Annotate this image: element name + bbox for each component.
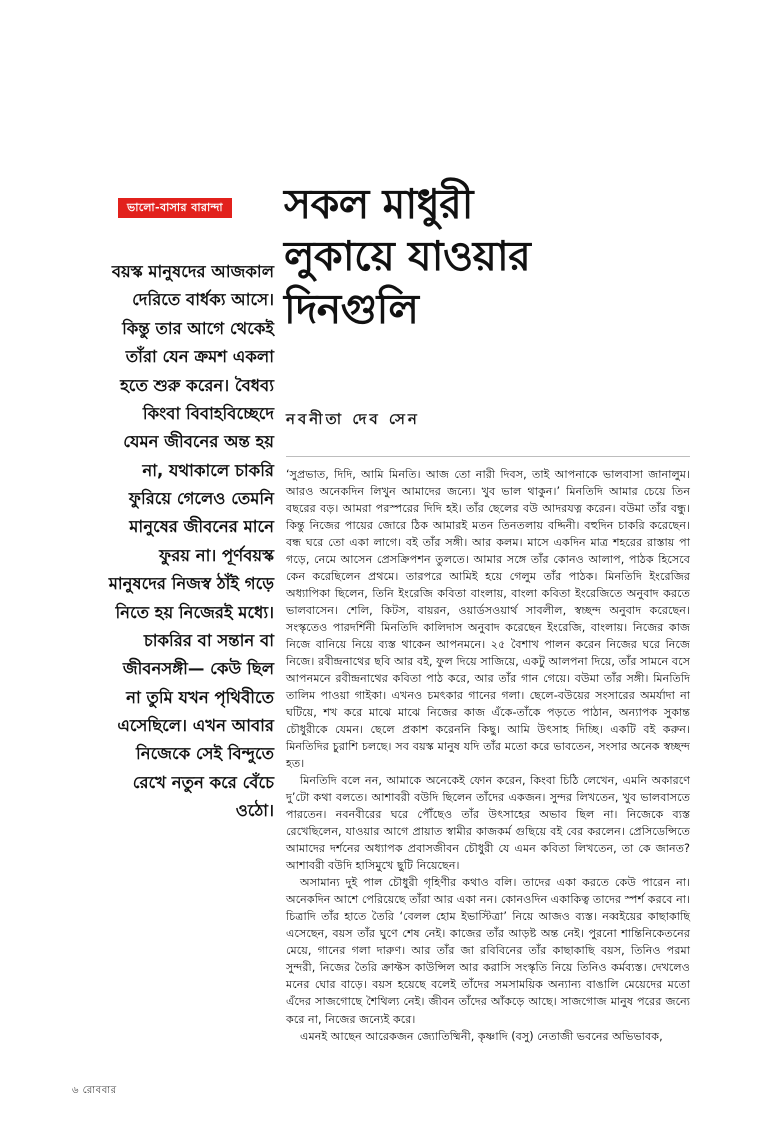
- body-paragraph: ‘সুপ্রভাত, দিদি, আমি মিনতি। আজ তো নারী দিবস, তাই আপনাকে ভালবাসা জানালুম। আরও অনেকদিন লিখুন আমাদের জন্যে। খুব ভাল থাকুন।’ মিনতিদি আমার চেয়ে তিন বছরের বড়। আমরা পরস্পরের দিদি হই। তাঁর ছেলের বউ আদরযত্ন করেন। বউমা তাঁর বন্ধু। কিন্তু নিজের পায়ের জোরে ঠিক আমারই মতন তিনতলায় বদ্দিনী। বহুদিন চাকরি করেছেন। বন্ধ ঘরে তো একা লাগে। বই তাঁর সঙ্গী। আর কলম। মাসে একদিন মাত্র শহরের রাস্তায় পা গড়ে, নেমে আসেন প্রেসক্রিপশন তুলতে। আমার সঙ্গে তাঁর কোনও আলাপ, পাঠক হিসেবে কেন করেছিলেন প্রথমে। তারপরে আমিই হয়ে গেলুম তাঁর পাঠক। মিনতিদি ইংরেজির অধ্যাপিকা ছিলেন, তিনি ইংরেজি কবিতা বাংলায়, বাংলা কবিতা ইংরেজিতে অনুবাদ করতে ভালবাসেন। শেলি, কিটস, বায়রন, ওয়ার্ডসওয়ার্থ সাবলীল, স্বচ্ছন্দ অনুবাদ করেছেন। সংস্কৃতেও পারদর্শিনী মিনতিদি কালিদাস অনুবাদ করেছেন ইংরেজি, বাংলায়। নিজের কাজ নিজে বানিয়ে নিয়ে ব্যস্ত থাকেন আপনমনে। ২৫ বৈশাখ পালন করেন নিজের ঘরে নিজে নিজে। রবীন্দ্রনাথের ছবি আর বই, ফুল দিয়ে সাজিয়ে, একটু আলপনা দিয়ে, তাঁর সামনে বসে আপনমনে রবীন্দ্রনাথের কবিতা পাঠ করে, আর তাঁর গান গেয়ে। বউমা তাঁর সঙ্গী। মিনতিদি তালিম পাওয়া গাইকা। এখনও চমৎকার গানের গলা। ছেলে-বউয়ের সংসারের অমর্যাদা না ঘটিয়ে, শখ করে মাঝে মাঝে নিজের কাজ এঁকে-তাঁকে পড়তে পাঠান, অন্যাপক সুকান্ত চৌধুরীকে যেমন। ছেলে প্রকাশ করেননি কিছু। আমি উৎসাহ দিচ্ছি। একটি বই করুন। মিনতিদির চুরাশি চলছে। সব বয়স্ক মানুষ যদি তাঁর মতো করে ভাবতেন, সংসার অনেক স্বচ্ছন্দ হত।: [286, 468, 690, 771]
- headline-line-3: দিনগুলি: [284, 284, 419, 333]
- section-kicker: ভালো-বাসার বারান্দা: [118, 198, 232, 218]
- headline-line-1: সকল মাধুরী: [284, 180, 474, 228]
- body-paragraph: অসামান্য দুই পাল চৌধুরী গৃহিণীর কথাও বলি। তাদের একা করতে কেউ পারেন না। অনেকদিন আশে পেরিয়েছে তাঁরা আর একা নন। কোনওদিন একাকিত্ব তাদের স্পর্শ করবে না। চিত্রাদি তাঁর হাতে তৈরি ‘বেলল হোম ইভাস্টিত্রা’ নিয়ে আজও ব্যস্ত। নব্বইয়ের কাছাকাছি এসেছেন, বয়স তাঁর ঘুণে শেষ নেই। কাজের তাঁর আড়ষ্ট অন্ত নেই। পুরনো শান্তিনিকেতনের মেয়ে, গানের গলা দারুণ। আর তাঁর জা রবিবিনের তাঁর কাছাকাছি বয়স, তিনিও পরমা সুন্দরী, নিজের তৈরি ক্রাফ্টস কাউন্সিল আর করাসি সংস্কৃতি নিয়ে তিনিও কর্মব্যস্ত। দেখলেও মনের ঘোর বাড়ে। বয়স হয়েছে বলেই তাঁদের সমসাময়িক অন্যান্য বাঙালি মেয়েদের মতো এঁদের সাজগোছে শৈথিল্য নেই। জীবন তাঁদের আঁকড়ে আছে। সাজগোজ মানুষ পরের জন্যে করে না, নিজের জন্যেই করে।: [286, 876, 690, 1026]
- body-paragraph: এমনই আছেন আরেকজন জ্যোতিষ্মিনী, কৃষ্ণাদি (বসু) নেতাজী ভবনের অভিভাবক,: [300, 1029, 663, 1043]
- article-body: [286, 466, 690, 1045]
- article-byline: নবনীতা দেব সেন: [286, 410, 420, 428]
- body-paragraph: মিনতিদি বলে নন, আমাকে অনেকেই ফোন করেন, কিংবা চিঠি লেখেন, এমনি অকারণে দু’টো কথা বলতে। আশাবরী বউদি ছিলেন তাঁদের একজন। সুন্দর লিখতেন, খুব ভালবাসতে পারতেন। নবনবীরের ঘরে পৌঁছেও তাঁর উৎসাহের অভাব ছিল না। নিজেকে ব্যস্ত রেখেছিলেন, যাওয়ার আগে প্রায়াত স্বামীর কাজকর্ম গুছিয়ে বই বের করলেন। প্রেসিডেন্সিতে আমাদের দর্শনের অধ্যাপক প্রবাসজীবন চৌধুরী যে এমন কবিতা লিখতেন, তা কে জানত? আশাবরী বউদি হাসিমুখে ছুটি নিয়েছেন।: [286, 774, 690, 873]
- article-standfirst: বয়স্ক মানুষদের আজকাল দেরিতে বার্ধক্য আসে। কিন্তু তার আগে থেকেই তাঁরা যেন ক্রমশ একলা হতে শুরু করেন। বৈধব্য কিংবা বিবাহবিচ্ছেদে যেমন জীবনের অন্ত হয় না, যথাকালে চাকরি ফুরিয়ে গেলেও তেমনি মানুষের জীবনের মানে ফুরয় না। পূর্ণবয়স্ক মানুষদের নিজস্ব ঠাঁই গড়ে নিতে হয় নিজেরই মধ্যে। চাকরির বা সন্তান বা জীবনসঙ্গী— কেউ ছিল না তুমি যখন পৃথিবীতে এসেছিলে। এখন আবার নিজেকে সেই বিন্দুতে রেখে নতুন করে বেঁচে ওঠো।: [108, 262, 274, 821]
- page-folio: ৬ রোববার: [72, 1085, 117, 1096]
- page-title: [284, 178, 704, 335]
- column-divider-rule: [286, 456, 690, 457]
- headline-line-2: লুকায়ে যাওয়ার: [284, 232, 531, 281]
